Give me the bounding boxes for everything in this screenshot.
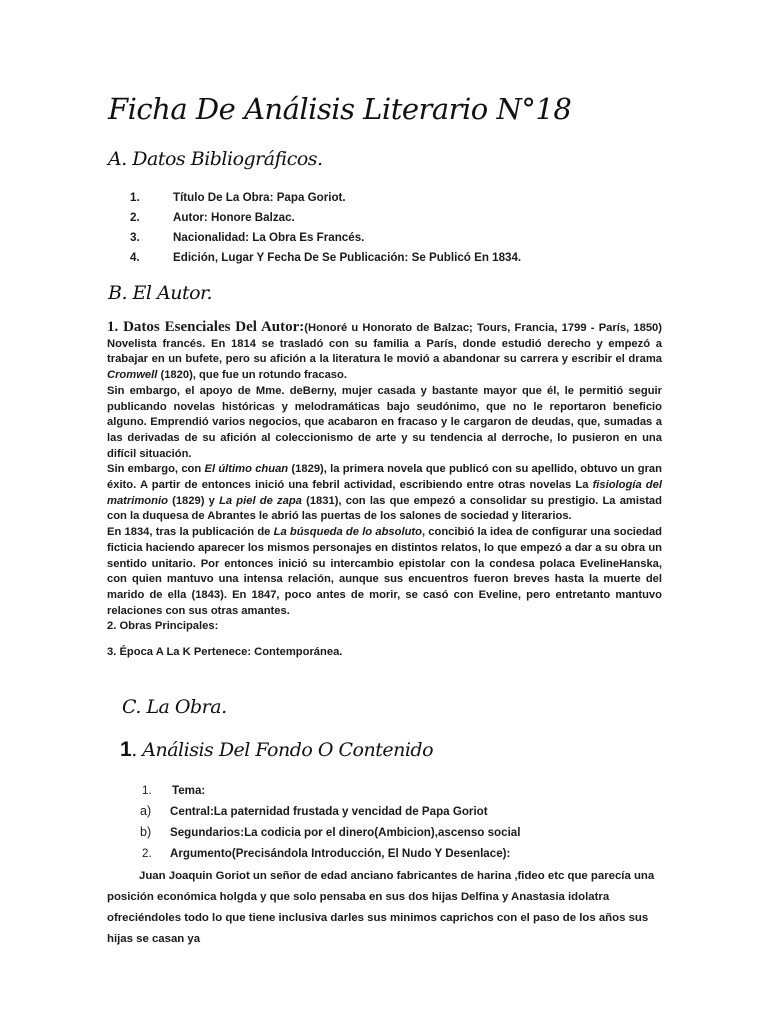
biography-paragraph-1 xyxy=(107,320,662,384)
segundarios-row xyxy=(140,822,662,843)
list-item xyxy=(108,188,628,208)
list-text: Autor: Honore Balzac. xyxy=(173,211,295,224)
italic-title: El último chuan xyxy=(204,463,289,476)
italic-title: La búsqueda de lo absoluto xyxy=(273,526,422,539)
tema-number: 1. xyxy=(142,784,152,797)
italic-title: Cromwell xyxy=(107,369,158,382)
list-item xyxy=(108,248,628,268)
text-run: Sin embargo, con xyxy=(107,463,205,476)
analysis-heading xyxy=(120,738,433,762)
text-run: , concibió la idea de configurar una sociedad ficticia haciendo aparecer los mismos personajes en distintos relatos, lo que empezó a dar a su obra un sentido unitario. Por entonces inició su intercambio epistolar con la condesa polaca EvelineHanska, con quien mantuvo una intensa relación, aunque sus encuentros fueron breves hasta la muerte del marido de ella (1843). En 1847, poco antes de morir, se casó con Eveline, pero entretanto mantuvo relaciones con sus otras amantes. xyxy=(107,526,663,617)
section-b-heading: B. El Autor. xyxy=(108,282,213,304)
text-run: (Honoré u Honorato de Balzac; Tours, Francia, 1799 - París, 1850) Novelista francés. En 1814 se trasladó con su familia a París, donde estudió derecho y empezó a trabajar en un bufete, pero su afición a la literatura le movió a abandonar su carrera y escribir el drama xyxy=(107,322,662,366)
italic-title: fisiología del matrimonio xyxy=(107,479,662,507)
text-run: En 1834, tras la publicación de xyxy=(107,526,274,539)
list-text: Título De La Obra: Papa Goriot. xyxy=(173,191,346,204)
tema-row xyxy=(142,780,662,801)
text-run: (1831), con las que empezó a consolidar su prestigio. La amistad con la duquesa de Abrantes le abrió las puertas de los salones de sociedad y literarios. xyxy=(107,494,662,523)
text-run: (1829) y xyxy=(167,494,220,507)
argumento-label: Argumento(Precisándola Introducción, El Nudo Y Desenlace): xyxy=(170,847,511,860)
list-number: 1. xyxy=(130,191,140,204)
list-number: 3. xyxy=(130,231,140,244)
bibliographic-list xyxy=(108,188,628,268)
central-row xyxy=(140,801,662,822)
datos-label: 1. Datos Esenciales Del Autor: xyxy=(107,319,305,335)
biography-paragraph-3 xyxy=(107,462,662,525)
argumento-row xyxy=(142,843,662,864)
list-item xyxy=(108,228,628,248)
central-marker: a) xyxy=(140,804,152,818)
epoca: 3. Época A La K Pertenece: Contemporánea. xyxy=(107,646,343,659)
italic-title: La piel de zapa xyxy=(219,494,302,507)
tema-block xyxy=(142,780,662,864)
tema-label: Tema: xyxy=(172,784,206,797)
segundarios-text: Segundarios:La codicia por el dinero(Ambicion),ascenso social xyxy=(170,826,521,839)
list-number: 4. xyxy=(130,251,140,264)
text-run: (1829), la primera novela que publicó con su apellido, obtuvo un gran éxito. A partir de entonces inició una febril actividad, escribiendo entre otras novelas La xyxy=(107,463,662,492)
obras-principales: 2. Obras Principales: xyxy=(107,620,219,633)
argumento-number: 2. xyxy=(142,847,152,860)
argumento-text: Juan Joaquin Goriot un señor de edad anciano fabricantes de harina ,fideo etc que parecía una posición económica holgda y que solo pensaba en sus dos hijas Delfina y Anastasia idolatra ofreciéndoles todo lo que tiene inclusiva darles sus minimos caprichos con el paso de los años sus hijas se casan ya xyxy=(107,870,655,945)
biography-paragraph-2: Sin embargo, el apoyo de Mme. deBerny, mujer casada y bastante mayor que él, le permitió seguir publicando novelas históricas y melodramáticas bajo seudónimo, que no le reportaron beneficio alguno. Emprendió varios negocios, que acabaron en fracaso y le cargaron de deudas, que, sumadas a las derivadas de su afición al coleccionismo de arte y su tendencia al derroche, lo pusieron en una difícil situación. xyxy=(107,384,662,460)
argumento-paragraph xyxy=(107,866,662,950)
list-text: Nacionalidad: La Obra Es Francés. xyxy=(173,231,365,244)
section-c-heading: C. La Obra. xyxy=(122,696,227,718)
section-a-heading: A. Datos Bibliográficos. xyxy=(108,148,323,170)
list-text: Edición, Lugar Y Fecha De Se Publicación: Se Publicó En 1834. xyxy=(173,251,522,264)
list-item xyxy=(108,208,628,228)
central-text: Central:La paternidad frustada y vencidad de Papa Goriot xyxy=(170,805,488,818)
segundarios-marker: b) xyxy=(140,825,152,839)
text-run: (1820), que fue un rotundo fracaso. xyxy=(157,369,347,382)
author-biography xyxy=(107,320,662,661)
list-number: 2. xyxy=(130,211,140,224)
document-title: Ficha De Análisis Literario N°18 xyxy=(108,92,572,126)
biography-paragraph-4 xyxy=(107,525,662,619)
analysis-number: 1 xyxy=(120,738,132,761)
analysis-title: . Análisis Del Fondo O Contenido xyxy=(131,739,434,761)
